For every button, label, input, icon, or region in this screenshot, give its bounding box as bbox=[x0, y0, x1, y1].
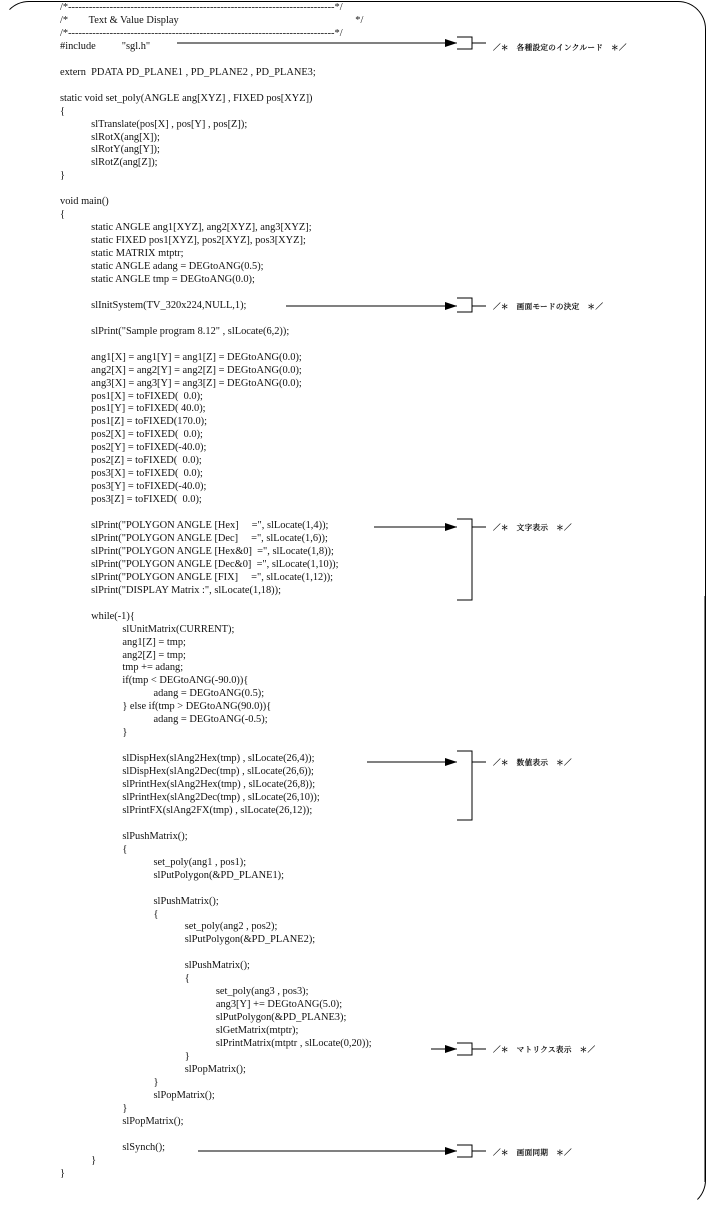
code-line: { bbox=[60, 973, 190, 985]
code-line: } bbox=[60, 1167, 65, 1179]
code-line: pos2[X] = toFIXED( 0.0); bbox=[60, 429, 203, 441]
code-line: slPrint("Sample program 8.12" , slLocate(6,2)); bbox=[60, 325, 290, 337]
code-line: slPopMatrix(); bbox=[60, 1063, 246, 1076]
code-line: { bbox=[60, 209, 65, 221]
code-line: ang3[X] = ang3[Y] = ang3[Z] = DEGtoANG(0.0); bbox=[60, 377, 302, 389]
code-line: { bbox=[60, 843, 128, 855]
code-line: slPopMatrix(); bbox=[60, 1089, 215, 1101]
code-line: slSynch(); bbox=[60, 1141, 166, 1153]
code-line: slPrintHex(slAng2Dec(tmp) , slLocate(26,10)); bbox=[60, 791, 320, 804]
code-line: extern PDATA PD_PLANE1 , PD_PLANE2 , PD_PLANE3; bbox=[60, 66, 316, 78]
code-line: slGetMatrix(mtptr); bbox=[60, 1024, 299, 1037]
code-line: ang1[Z] = tmp; bbox=[60, 636, 186, 648]
annotation-disphex: ／＊ 数値表示 ＊／ bbox=[493, 758, 572, 767]
code-line: static MATRIX mtptr; bbox=[60, 247, 184, 260]
bracket-synch bbox=[457, 1145, 472, 1157]
code-line: slPrintHex(slAng2Hex(tmp) , slLocate(26,8)); bbox=[60, 778, 316, 791]
code-line: static ANGLE adang = DEGtoANG(0.5); bbox=[60, 260, 264, 273]
code-line: slTranslate(pos[X] , pos[Y] , pos[Z]); bbox=[60, 118, 248, 130]
code-line: slPrintMatrix(mtptr , slLocate(0,20)); bbox=[60, 1037, 372, 1050]
code-line: slPutPolygon(&PD_PLANE1); bbox=[60, 869, 284, 881]
code-line: pos3[X] = toFIXED( 0.0); bbox=[60, 468, 203, 480]
code-line: static FIXED pos1[XYZ], pos2[XYZ], pos3[XYZ]; bbox=[60, 234, 306, 247]
code-line: slDispHex(slAng2Dec(tmp) , slLocate(26,6)); bbox=[60, 765, 314, 778]
code-line: slPrint("POLYGON ANGLE [Dec] =", slLocate(1,6)); bbox=[60, 532, 328, 545]
code-line: ang2[Z] = tmp; bbox=[60, 649, 186, 661]
code-line: slPushMatrix(); bbox=[60, 830, 188, 842]
bracket-printmatrix bbox=[457, 1043, 472, 1055]
code-line: /* Text & Value Display */ bbox=[60, 14, 364, 27]
code-line: { bbox=[60, 105, 65, 117]
bracket-include bbox=[457, 37, 472, 49]
code-line: pos1[Z] = toFIXED(170.0); bbox=[60, 416, 207, 428]
code-line: } else if(tmp > DEGtoANG(90.0)){ bbox=[60, 701, 272, 713]
code-line: static ANGLE ang1[XYZ], ang2[XYZ], ang3[XYZ]; bbox=[60, 222, 312, 234]
code-line: pos2[Z] = toFIXED( 0.0); bbox=[60, 455, 202, 467]
code-line: set_poly(ang1 , pos1); bbox=[60, 856, 247, 868]
code-line: slPutPolygon(&PD_PLANE3); bbox=[60, 1011, 347, 1024]
code-line: slPushMatrix(); bbox=[60, 960, 250, 972]
code-line: } bbox=[60, 170, 65, 182]
annotation-print: ／＊ 文字表示 ＊／ bbox=[493, 523, 572, 532]
code-line: } bbox=[60, 1076, 159, 1088]
annotation-include: ／＊ 各種設定のインクルード ＊／ bbox=[493, 43, 627, 52]
code-line: #include "sgl.h" bbox=[60, 40, 151, 52]
code-line: slPutPolygon(&PD_PLANE2); bbox=[60, 934, 316, 946]
code-line: ang3[Y] += DEGtoANG(5.0); bbox=[60, 999, 343, 1011]
code-line: slPrintFX(slAng2FX(tmp) , slLocate(26,12)); bbox=[60, 804, 313, 817]
annotation-synch: ／＊ 画面同期 ＊／ bbox=[493, 1148, 572, 1157]
code-line: { bbox=[60, 908, 159, 920]
code-line: tmp += adang; bbox=[60, 662, 184, 674]
code-line: slRotY(ang[Y]); bbox=[60, 144, 160, 156]
bracket-disphex bbox=[457, 751, 472, 820]
code-line: static ANGLE tmp = DEGtoANG(0.0); bbox=[60, 273, 255, 286]
code-line: void main() bbox=[60, 196, 109, 208]
code-line: pos3[Z] = toFIXED( 0.0); bbox=[60, 493, 202, 506]
code-line: ang2[X] = ang2[Y] = ang2[Z] = DEGtoANG(0.0); bbox=[60, 364, 302, 376]
code-line: slPrint("POLYGON ANGLE [Hex] =", slLocate(1,4)); bbox=[60, 519, 329, 532]
code-line: while(-1){ bbox=[60, 610, 135, 622]
annotation-initsystem: ／＊ 画面モードの決定 ＊／ bbox=[493, 302, 604, 311]
code-line: set_poly(ang3 , pos3); bbox=[60, 986, 309, 998]
code-line: slPopMatrix(); bbox=[60, 1115, 184, 1127]
code-line: adang = DEGtoANG(0.5); bbox=[60, 688, 265, 700]
code-line: pos3[Y] = toFIXED(-40.0); bbox=[60, 481, 207, 493]
code-line: } bbox=[60, 1050, 190, 1063]
code-line: slRotX(ang[X]); bbox=[60, 131, 160, 143]
code-line: pos2[Y] = toFIXED(-40.0); bbox=[60, 442, 207, 454]
code-line: slRotZ(ang[Z]); bbox=[60, 157, 158, 169]
code-line: slInitSystem(TV_320x224,NULL,1); bbox=[60, 299, 247, 311]
code-line: ang1[X] = ang1[Y] = ang1[Z] = DEGtoANG(0.0); bbox=[60, 351, 302, 363]
code-line: slUnitMatrix(CURRENT); bbox=[60, 623, 235, 635]
code-line: } bbox=[60, 1154, 97, 1166]
code-line: pos1[X] = toFIXED( 0.0); bbox=[60, 390, 203, 402]
code-line: pos1[Y] = toFIXED( 40.0); bbox=[60, 403, 206, 415]
code-line: slPrint("POLYGON ANGLE [FIX] =", slLocate(1,12)); bbox=[60, 571, 334, 583]
code-line: slPrint("POLYGON ANGLE [Hex&0] =", slLocate(1,8)); bbox=[60, 545, 334, 558]
code-line: static void set_poly(ANGLE ang[XYZ] , FIXED pos[XYZ]) bbox=[60, 92, 313, 104]
code-line: slPushMatrix(); bbox=[60, 895, 219, 907]
code-line: adang = DEGtoANG(-0.5); bbox=[60, 714, 268, 726]
bracket-print bbox=[457, 519, 472, 600]
code-line: set_poly(ang2 , pos2); bbox=[60, 921, 278, 933]
code-line: /*-----------------------------------------------------------------------------*/ bbox=[60, 1, 343, 14]
code-line: /*-----------------------------------------------------------------------------*/ bbox=[60, 27, 343, 40]
code-line: } bbox=[60, 1102, 128, 1114]
code-line: if(tmp < DEGtoANG(-90.0)){ bbox=[60, 675, 249, 687]
bracket-initsystem bbox=[457, 298, 472, 312]
code-line: slPrint("DISPLAY Matrix :", slLocate(1,18)); bbox=[60, 584, 281, 596]
code-line: } bbox=[60, 727, 128, 739]
code-line: slPrint("POLYGON ANGLE [Dec&0] =", slLocate(1,10)); bbox=[60, 558, 339, 570]
code-line: slDispHex(slAng2Hex(tmp) , slLocate(26,4)); bbox=[60, 752, 315, 765]
annotation-printmatrix: ／＊ マトリクス表示 ＊／ bbox=[493, 1045, 596, 1054]
